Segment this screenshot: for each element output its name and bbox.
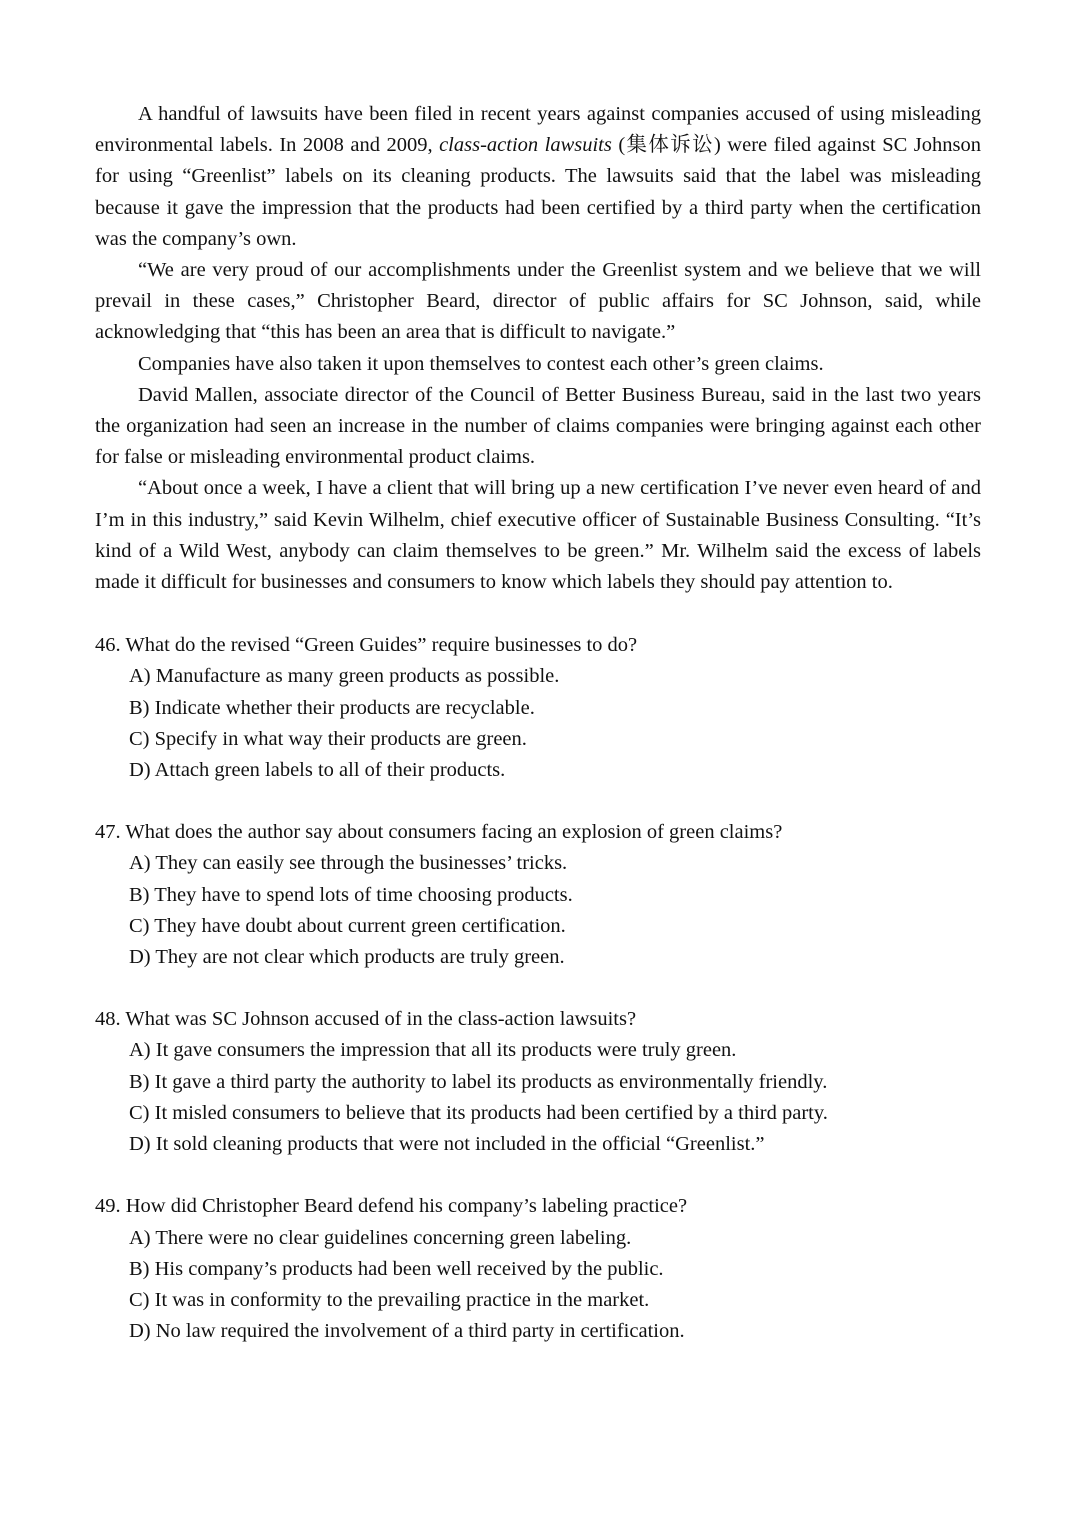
question-49	[95, 1191, 981, 1347]
option-b[interactable]: B) His company’s products had been well received by the public.	[129, 1257, 664, 1280]
passage-paragraph-1	[95, 99, 981, 255]
question-46	[95, 630, 981, 786]
passage-text: A handful of lawsuits have been filed in recent years against companies accused of using misleading environmental labels. In 2008 and 2009,	[95, 103, 981, 157]
option-list	[95, 1035, 981, 1160]
question-number: 48.	[95, 1008, 121, 1031]
option-b[interactable]: B) Indicate whether their products are recyclable.	[129, 696, 535, 719]
option-d[interactable]: D) It sold cleaning products that were not included in the official “Greenlist.”	[129, 1133, 765, 1156]
passage-paragraph-2: “We are very proud of our accomplishments under the Greenlist system and we believe that we will prevail in these cases,” Christopher Beard, director of public affairs for SC Johnson, said, while acknowledging that “this has been an area that is difficult to navigate.”	[95, 259, 981, 344]
passage-text: (集体诉讼) were filed against SC Johnson for using “Greenlist” labels on its cleaning products. The lawsuits said that the label was misleading because it gave the impression that the products had been certified by a third party when the certification was the company’s own.	[95, 134, 981, 250]
passage-italic-term: class-action lawsuits	[439, 134, 612, 157]
option-b[interactable]: B) It gave a third party the authority to label its products as environmentally friendly.	[129, 1070, 828, 1093]
question-stem	[95, 1191, 981, 1222]
option-d[interactable]: D) They are not clear which products are truly green.	[129, 946, 565, 969]
option-a[interactable]: A) It gave consumers the impression that all its products were truly green.	[129, 1039, 737, 1062]
exam-page	[95, 99, 981, 1378]
question-47	[95, 817, 981, 973]
option-c[interactable]: C) Specify in what way their products are green.	[129, 727, 527, 750]
option-a[interactable]: A) There were no clear guidelines concerning green labeling.	[129, 1226, 632, 1249]
passage-paragraph-3: Companies have also taken it upon themselves to contest each other’s green claims.	[138, 352, 824, 375]
question-stem	[95, 1004, 981, 1035]
option-b[interactable]: B) They have to spend lots of time choosing products.	[129, 883, 573, 906]
question-number: 46.	[95, 634, 121, 657]
question-text: What does the author say about consumers facing an explosion of green claims?	[125, 821, 783, 844]
option-d[interactable]: D) Attach green labels to all of their products.	[129, 759, 506, 782]
question-text: What was SC Johnson accused of in the class-action lawsuits?	[125, 1008, 637, 1031]
question-stem	[95, 817, 981, 848]
passage-paragraph-4: David Mallen, associate director of the Council of Better Business Bureau, said in the last two years the organization had seen an increase in the number of claims companies were bringing against each other for false or misleading environmental product claims.	[95, 383, 981, 469]
question-48	[95, 1004, 981, 1160]
question-text: What do the revised “Green Guides” require businesses to do?	[125, 634, 638, 657]
option-a[interactable]: A) Manufacture as many green products as possible.	[129, 665, 560, 688]
option-d[interactable]: D) No law required the involvement of a third party in certification.	[129, 1320, 685, 1343]
option-c[interactable]: C) They have doubt about current green certification.	[129, 914, 566, 937]
question-stem	[95, 630, 981, 661]
question-text: How did Christopher Beard defend his company’s labeling practice?	[125, 1195, 688, 1218]
question-number: 49.	[95, 1195, 121, 1218]
option-c[interactable]: C) It was in conformity to the prevailing practice in the market.	[129, 1288, 650, 1311]
option-list	[95, 1223, 981, 1348]
option-c[interactable]: C) It misled consumers to believe that its products had been certified by a third party.	[129, 1101, 828, 1124]
option-a[interactable]: A) They can easily see through the businesses’ tricks.	[129, 852, 568, 875]
question-list	[95, 630, 981, 1347]
option-list	[95, 848, 981, 973]
option-list	[95, 661, 981, 786]
passage-paragraph-5: “About once a week, I have a client that will bring up a new certification I’ve never even heard of and I’m in this industry,” said Kevin Wilhelm, chief executive officer of Sustainable Business Consulting. “It’s kind of a Wild West, anybody can claim themselves to be green.” Mr. Wilhelm said the excess of labels made it difficult for businesses and consumers to know which labels they should pay attention to.	[95, 477, 981, 594]
question-number: 47.	[95, 821, 121, 844]
reading-passage	[95, 99, 981, 598]
